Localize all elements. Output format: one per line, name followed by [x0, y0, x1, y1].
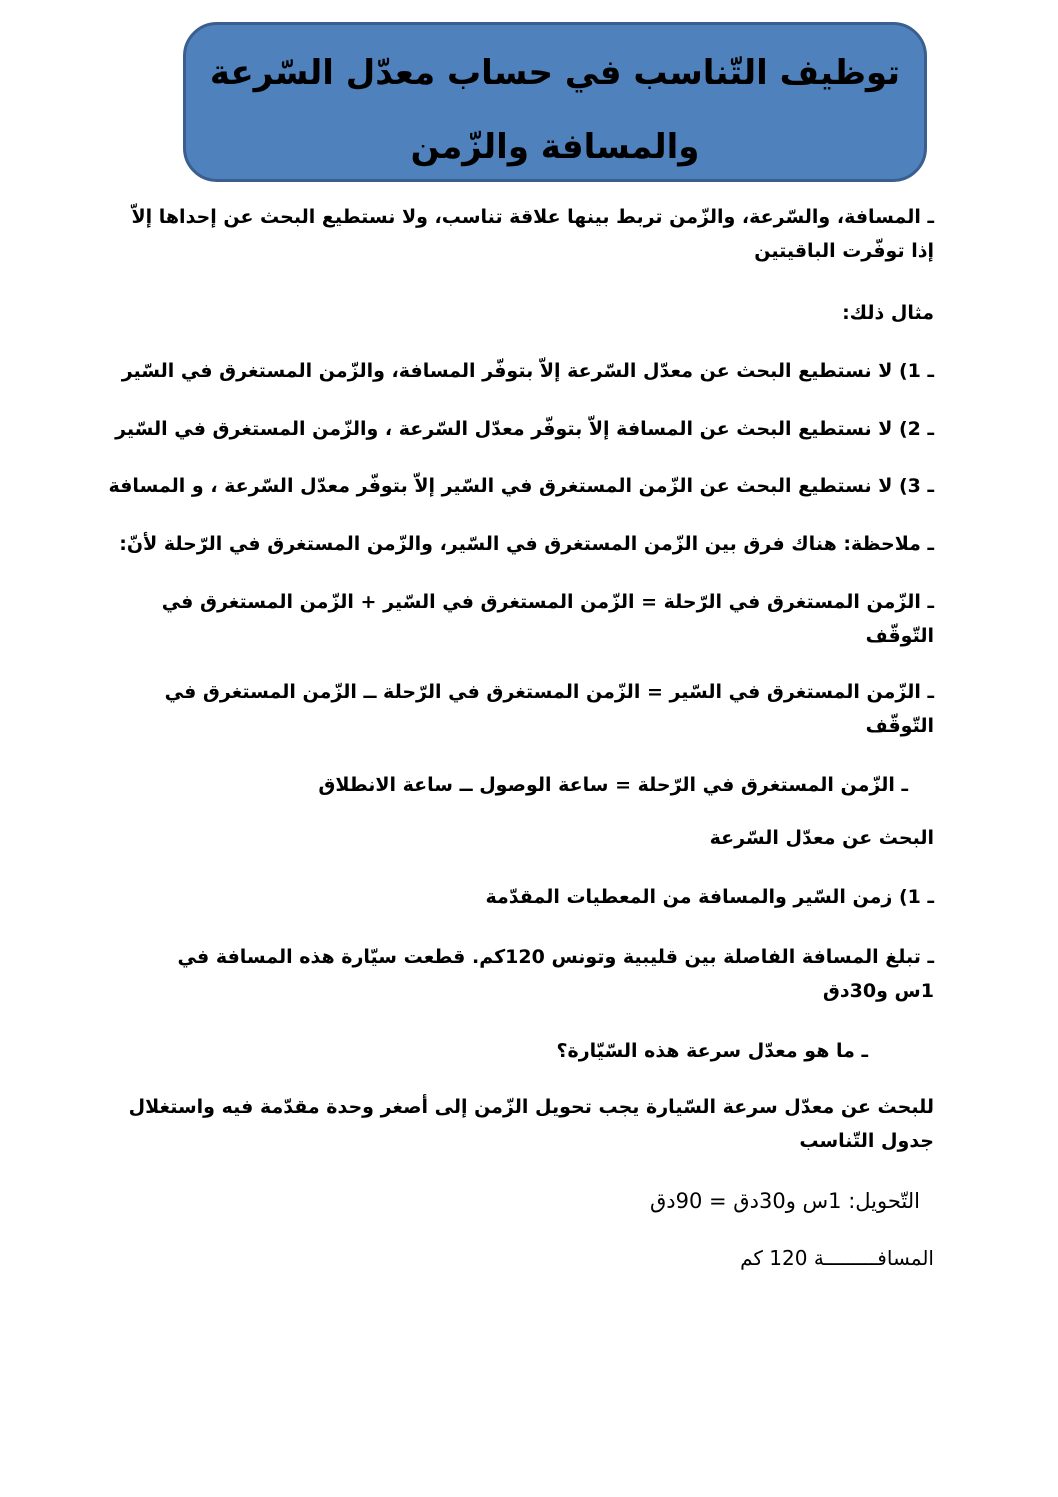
- problem-statement: ـ تبلغ المسافة الفاصلة بين قليبية وتونس 120كم. قطعت سيّارة هذه المسافة في 1س و30دق: [177, 946, 934, 1002]
- title-line-1: توظيف التّناسب في حساب معدّل السّرعة: [209, 53, 901, 93]
- formula-3: ـ الزّمن المستغرق في الرّحلة = ساعة الوصول ــ ساعة الانطلاق: [318, 774, 908, 796]
- example-heading: مثال ذلك:: [842, 302, 934, 324]
- example-2: ـ 2) لا نستطيع البحث عن المسافة إلاّ بتوفّر معدّل السّرعة ، والزّمن المستغرق في السّير: [115, 418, 934, 440]
- question: ـ ما هو معدّل سرعة هذه السّيّارة؟: [556, 1040, 868, 1062]
- distance-row: المسافـــــــــة 120 كم: [740, 1246, 934, 1270]
- formula-1: ـ الزّمن المستغرق في الرّحلة = الزّمن المستغرق في السّير + الزّمن المستغرق في التّوقّف: [161, 591, 934, 647]
- section-heading: البحث عن معدّل السّرعة: [709, 827, 934, 849]
- method: للبحث عن معدّل سرعة السّيارة يجب تحويل الزّمن إلى أصغر وحدة مقدّمة فيه واستغلال جدول التّناسب: [128, 1096, 934, 1152]
- example-1: ـ 1) لا نستطيع البحث عن معدّل السّرعة إلاّ بتوفّر المسافة، والزّمن المستغرق في السّير: [121, 360, 934, 382]
- intro-paragraph: ـ المسافة، والسّرعة، والزّمن تربط بينها علاقة تناسب، ولا نستطيع البحث عن إحداها إلاّ إذا توفّرت الباقيتين: [131, 206, 934, 262]
- note: ـ ملاحظة: هناك فرق بين الزّمن المستغرق في السّير، والزّمن المستغرق في الرّحلة لأنّ:: [119, 533, 934, 555]
- formula-2: ـ الزّمن المستغرق في السّير = الزّمن المستغرق في الرّحلة ــ الزّمن المستغرق في التّوقّف: [164, 681, 934, 737]
- conversion: التّحويل: 1س و30دق = 90دق: [649, 1189, 920, 1213]
- case-1: ـ 1) زمن السّير والمسافة من المعطيات المقدّمة: [485, 886, 934, 908]
- example-3: ـ 3) لا نستطيع البحث عن الزّمن المستغرق في السّير إلاّ بتوفّر معدّل السّرعة ، و المسافة: [108, 475, 934, 497]
- title-banner: [183, 22, 927, 182]
- title-line-2: والمسافة والزّمن: [410, 127, 700, 167]
